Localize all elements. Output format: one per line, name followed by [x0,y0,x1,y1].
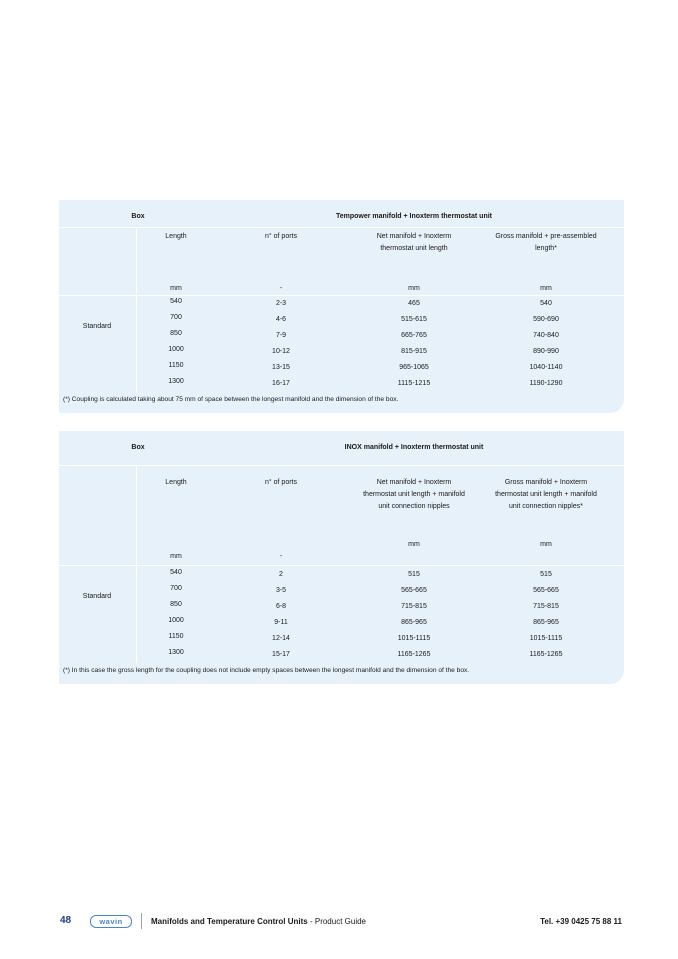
column-divider [136,227,137,392]
cell-net: 965-1065 [399,364,429,371]
cell-ports: 9-11 [274,619,288,626]
footer-separator [141,913,142,929]
row-divider [59,295,624,296]
column-divider [136,465,137,663]
row-divider [59,565,624,566]
cell-length: 1150 [168,362,184,369]
cell-ports: 4-6 [275,316,287,323]
net-length-header-line1: Net manifold + Inoxterm [376,479,452,486]
unit-length: mm [170,553,182,560]
cell-length: 850 [170,330,182,337]
cell-length: 1300 [168,378,184,385]
wavin-logo: wavin [90,915,132,928]
spec-table-tempower [59,200,624,413]
footer-title-sub: - Product Guide [307,917,366,926]
cell-ports: 2 [279,571,283,578]
row-divider [59,227,624,228]
ports-header: n° of ports [265,479,297,486]
row-label-standard: Standard [82,323,112,330]
cell-ports: 7-9 [275,332,287,339]
cell-length: 1000 [168,346,184,353]
cell-length: 700 [170,585,182,592]
footnote: (*) In this case the gross length for the coupling does not include empty spaces between the longest manifold and the dimension of the box. [63,667,470,674]
ports-header: n° of ports [265,233,297,240]
net-length-header-line1: Net manifold + Inoxterm [376,233,452,240]
box-header: Box [131,444,145,451]
cell-length: 850 [170,601,182,608]
cell-gross: 565-665 [533,587,559,594]
unit-length: mm [170,285,182,292]
net-length-header-line3: unit connection nipples [378,503,450,510]
length-header: Length [165,233,187,240]
gross-length-header-line1: Gross manifold + Inoxterm [504,479,588,486]
cell-gross: 890-990 [533,348,559,355]
cell-net: 1015-1115 [397,635,431,642]
group-header: Tempower manifold + Inoxterm thermostat unit [335,213,493,220]
unit-gross: mm [540,541,552,548]
cell-ports: 6-8 [275,603,287,610]
row-divider [59,465,624,466]
cell-net: 715-815 [401,603,427,610]
cell-ports: 15-17 [272,651,290,658]
cell-net: 665-765 [401,332,427,339]
cell-net: 515-615 [401,316,427,323]
cell-length: 1150 [168,633,184,640]
cell-gross: 740-840 [533,332,559,339]
unit-net: mm [408,285,420,292]
cell-length: 1000 [168,617,184,624]
unit-net: mm [408,541,420,548]
cell-net: 815-915 [401,348,427,355]
footnote: (*) Coupling is calculated taking about 75 mm of space between the longest manifold and the dimension of the box. [63,396,399,403]
cell-gross: 1015-1115 [529,635,563,642]
box-header: Box [131,213,145,220]
cell-ports: 13-15 [272,364,290,371]
cell-gross: 1190-1290 [529,380,563,387]
cell-length: 1300 [168,649,184,656]
cell-length: 540 [170,569,182,576]
cell-ports: 3-5 [275,587,287,594]
cell-net: 865-965 [401,619,427,626]
cell-length: 540 [170,298,182,305]
cell-gross: 1040-1140 [529,364,563,371]
length-header: Length [165,479,187,486]
footer-title [151,917,366,926]
cell-net: 1165-1265 [397,651,431,658]
row-label-standard: Standard [82,593,112,600]
unit-ports: - [279,285,283,292]
cell-ports: 16-17 [272,380,290,387]
cell-ports: 10-12 [272,348,290,355]
cell-gross: 590-690 [533,316,559,323]
footer-phone: Tel. +39 0425 75 88 11 [540,917,622,926]
cell-ports: 12-14 [272,635,290,642]
group-header: INOX manifold + Inoxterm thermostat unit [344,444,484,451]
cell-gross: 715-815 [533,603,559,610]
cell-gross: 865-965 [533,619,559,626]
cell-ports: 2-3 [275,300,287,307]
gross-length-header-line2: thermostat unit length + manifold [495,491,597,498]
spec-table-inox [59,431,624,684]
gross-length-header-line2: length* [535,245,557,252]
cell-length: 700 [170,314,182,321]
cell-net: 1115-1215 [397,380,431,387]
cell-gross: 1165-1265 [529,651,563,658]
cell-net: 465 [408,300,420,307]
page-number: 48 [60,915,72,926]
page-footer [0,913,678,933]
cell-net: 515 [408,571,420,578]
net-length-header-line2: thermostat unit length + manifold [363,491,465,498]
gross-length-header-line1: Gross manifold + pre-assembled [495,233,597,240]
cell-net: 565-665 [401,587,427,594]
gross-length-header-line3: unit connection nipples* [509,503,583,510]
cell-gross: 540 [540,300,552,307]
cell-gross: 515 [540,571,552,578]
unit-ports: - [279,553,283,560]
unit-gross: mm [540,285,552,292]
net-length-header-line2: thermostat unit length [380,245,448,252]
footer-title-main: Manifolds and Temperature Control Units [151,917,308,926]
